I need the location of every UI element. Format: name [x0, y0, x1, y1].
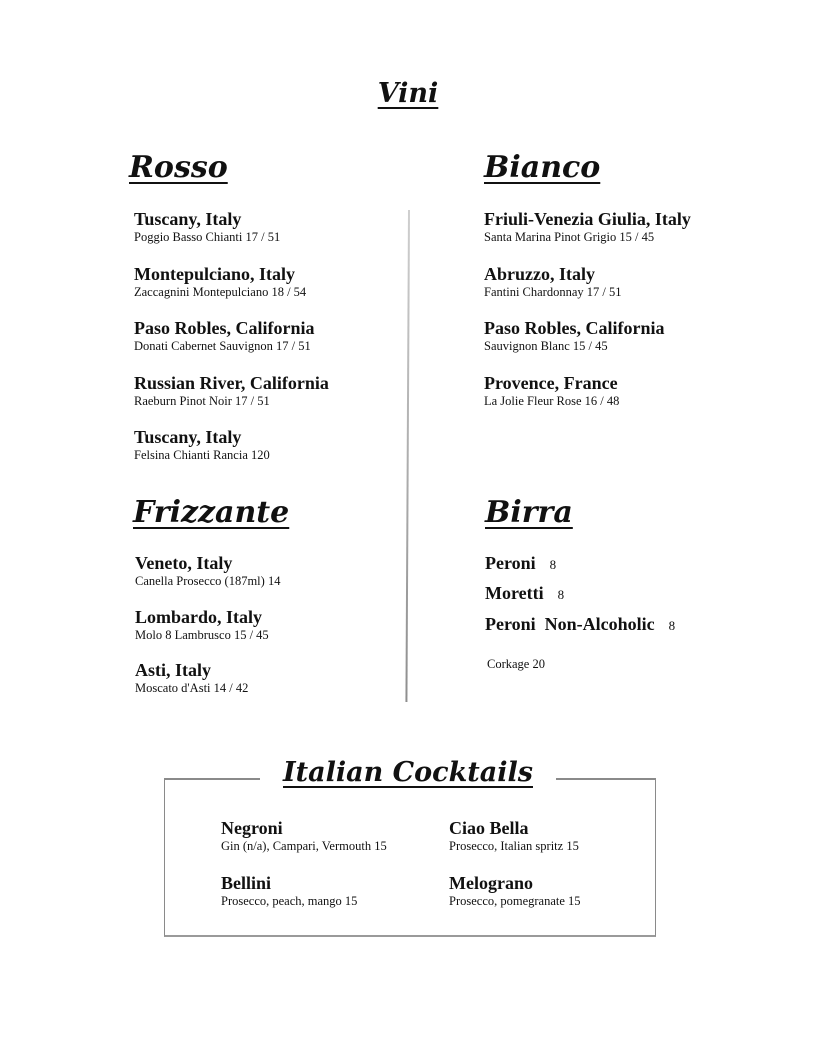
list-item: [484, 209, 691, 264]
wine-region: Asti, Italy: [135, 660, 211, 680]
list-item: [135, 607, 280, 661]
list-item: [484, 373, 691, 428]
wine-detail: Donati Cabernet Sauvignon 17 / 51: [134, 339, 311, 353]
list-item: [134, 318, 329, 373]
wine-region: Tuscany, Italy: [134, 427, 242, 447]
list-item: [449, 873, 581, 928]
cocktail-detail: Gin (n/a), Campari, Vermouth 15: [221, 839, 387, 853]
wine-detail: Felsina Chianti Rancia 120: [134, 448, 270, 462]
cocktails-right-column: [449, 818, 581, 927]
beer-name: Peroni Non-Alcoholic: [485, 614, 655, 634]
list-item: [134, 427, 329, 482]
list-item: [485, 614, 675, 634]
list-item: [135, 553, 280, 607]
wine-detail: Poggio Basso Chianti 17 / 51: [134, 230, 281, 244]
wine-region: Veneto, Italy: [135, 553, 233, 573]
wine-detail: La Jolie Fleur Rose 16 / 48: [484, 393, 620, 408]
bianco-heading: Bianco: [484, 150, 601, 185]
beer-name: Moretti: [485, 583, 544, 603]
frizzante-heading: Frizzante: [133, 495, 290, 530]
list-item: [485, 553, 556, 573]
column-divider: [405, 210, 409, 702]
page-title: Vini: [377, 78, 439, 109]
wine-region: Russian River, California: [134, 372, 329, 393]
list-item: [484, 318, 691, 373]
wine-detail: Canella Prosecco (187ml) 14: [135, 574, 281, 588]
bianco-list: [484, 209, 691, 427]
list-item: [221, 873, 387, 928]
list-item: [134, 264, 329, 319]
wine-detail: Zaccagnini Montepulciano 18 / 54: [134, 284, 307, 299]
rosso-heading: Rosso: [129, 150, 228, 185]
list-item: [485, 583, 564, 603]
wine-region: Friuli-Venezia Giulia, Italy: [484, 209, 691, 229]
birra-heading: Birra: [485, 495, 573, 530]
beer-name: Peroni: [485, 553, 536, 573]
cocktail-detail: Prosecco, pomegranate 15: [449, 893, 581, 908]
wine-detail: Santa Marina Pinot Grigio 15 / 45: [484, 230, 655, 244]
wine-region: Paso Robles, California: [134, 318, 315, 338]
cocktail-name: Negroni: [221, 818, 283, 838]
list-item: [484, 264, 691, 319]
wine-detail: Moscato d'Asti 14 / 42: [135, 681, 249, 695]
wine-detail: Raeburn Pinot Noir 17 / 51: [134, 393, 270, 408]
cocktail-detail: Prosecco, peach, mango 15: [221, 893, 358, 908]
rosso-list: [134, 209, 329, 482]
cocktail-detail: Prosecco, Italian spritz 15: [449, 839, 579, 853]
wine-detail: Molo 8 Lambrusco 15 / 45: [135, 627, 269, 642]
wine-detail: Fantini Chardonnay 17 / 51: [484, 284, 622, 299]
cocktail-name: Ciao Bella: [449, 818, 529, 838]
frizzante-list: [135, 553, 280, 714]
wine-region: Montepulciano, Italy: [134, 263, 296, 284]
beer-price: 8: [557, 587, 565, 602]
list-item: [134, 209, 329, 264]
list-item: [134, 373, 329, 428]
cocktail-name: Melograno: [449, 872, 533, 893]
cocktails-left-column: [221, 818, 387, 927]
wine-region: Lombardo, Italy: [135, 606, 263, 627]
wine-region: Provence, France: [484, 372, 618, 393]
beer-price: 8: [668, 618, 676, 633]
list-item: [135, 660, 280, 714]
wine-detail: Sauvignon Blanc 15 / 45: [484, 339, 608, 353]
list-item: [221, 818, 387, 873]
wine-region: Abruzzo, Italy: [484, 263, 595, 284]
list-item: [449, 818, 581, 873]
cocktails-heading: Italian Cocktails: [283, 757, 533, 788]
wine-region: Tuscany, Italy: [134, 209, 242, 229]
cocktail-name: Bellini: [221, 872, 272, 893]
beer-price: 8: [549, 557, 557, 572]
wine-region: Paso Robles, California: [484, 318, 665, 338]
corkage-note: Corkage 20: [487, 657, 545, 671]
